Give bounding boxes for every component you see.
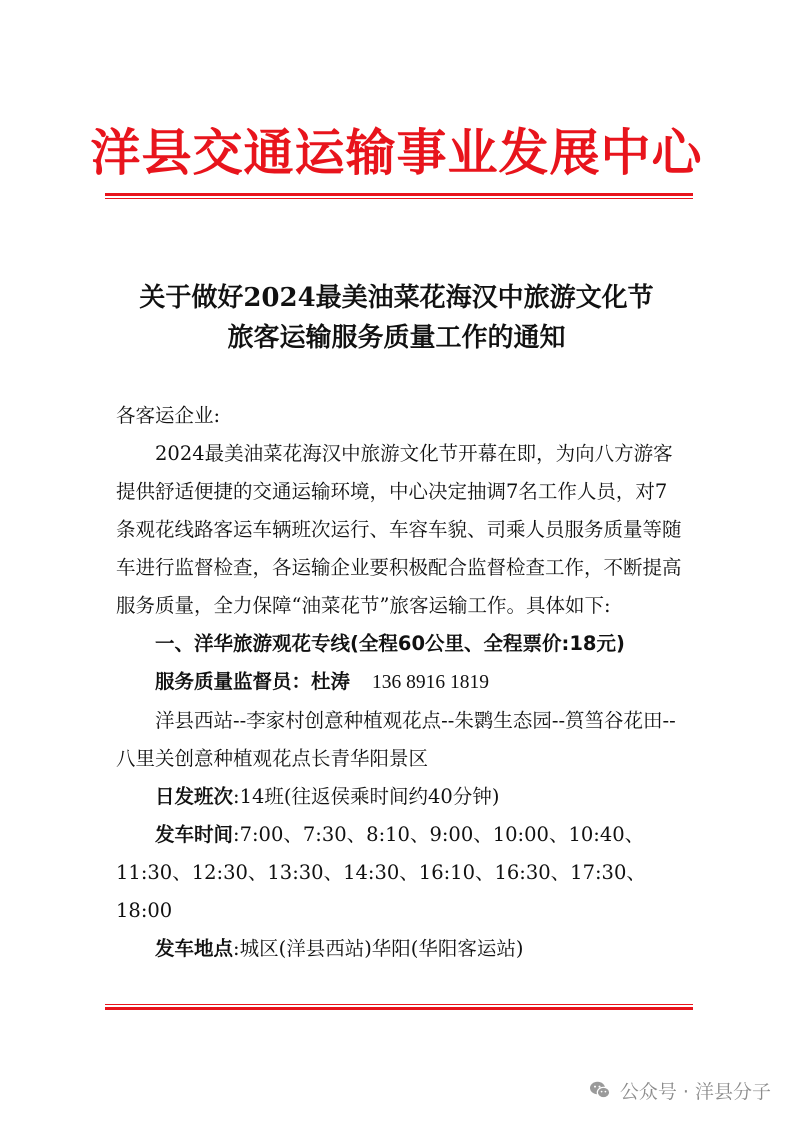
- header-rule-thin: [105, 198, 693, 199]
- document-title-line1: 关于做好2024最美油菜花海汉中旅游文化节: [139, 283, 654, 313]
- daily-runs-label: 日发班次: [155, 785, 234, 808]
- wechat-icon: [588, 1078, 612, 1102]
- watermark-text: 公众号 · 洋县分子: [619, 1080, 771, 1103]
- supervisor-line: [116, 663, 682, 702]
- departure-place-line: [116, 930, 682, 968]
- document-body: [116, 397, 682, 968]
- watermark: [588, 1075, 771, 1105]
- salutation: 各客运企业:: [116, 404, 221, 427]
- footer-rule-thin: [105, 1004, 693, 1005]
- departure-times-line: [116, 816, 682, 930]
- departure-times-value: :7:00、7:30、8:10、9:00、10:00、10:40、11:30、12:30、13:30、14:30、16:10、16:30、17:30、18:00: [116, 823, 646, 922]
- supervisor-phone: 136 8916 1819: [372, 672, 490, 693]
- departure-place-label: 发车地点: [155, 937, 234, 960]
- departure-times-label: 发车时间: [155, 823, 234, 846]
- org-header-title: 洋县交通运输事业发展中心: [90, 123, 703, 182]
- document-title: [0, 278, 793, 358]
- document-title-line2: 旅客运输服务质量工作的通知: [227, 323, 566, 353]
- supervisor-label: 服务质量监督员：杜涛: [155, 670, 351, 693]
- daily-runs-line: [116, 778, 682, 816]
- footer-rule-thick: [105, 1007, 693, 1010]
- route-paragraph: 洋县西站--李家村创意种植观花点--朱鹮生态园--筼筜谷花田--八里关创意种植观花点长青华阳景区: [116, 709, 676, 770]
- intro-paragraph: 2024最美油菜花海汉中旅游文化节开幕在即，为向八方游客提供舒适便捷的交通运输环境，中心决定抽调7名工作人员，对7条观花线路客运车辆班次运行、车容车貌、司乘人员服务质量等随车进行监督检查，各运输企业要积极配合监督检查工作，不断提高服务质量，全力保障“油菜花节”旅客运输工作。具体如下:: [116, 442, 682, 617]
- header-rule-thick: [105, 193, 693, 196]
- daily-runs-value: :14班(往返侯乘时间约40分钟): [233, 785, 500, 808]
- section-heading: 一、洋华旅游观花专线(全程60公里、全程票价:18元): [155, 632, 625, 655]
- departure-place-value: :城区(洋县西站)华阳(华阳客运站): [233, 937, 524, 960]
